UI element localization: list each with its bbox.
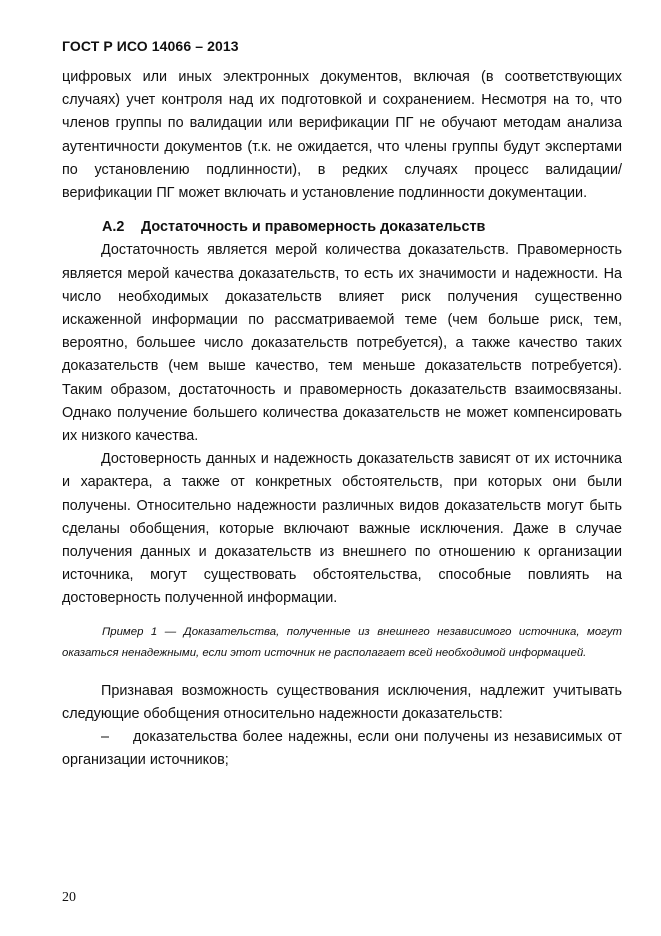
- section-number: А.2: [102, 219, 125, 236]
- example-label: Пример 1 —: [102, 625, 177, 638]
- list-item-text: доказательства более надежны, если они получены из независимых от организации источников;: [62, 729, 622, 769]
- page-number: 20: [62, 890, 76, 905]
- list-item: [62, 726, 622, 772]
- document-body: [62, 66, 622, 772]
- paragraph-continued: цифровых или иных электронных документов, включая (в соответствующих случаях) учет контроля над их подготовкой и сохранением. Несмотря на то, что членов группы по валидации или верификации ПГ не обучают методам анализа аутентичности документов (т.к. не ожидается, что члены группы будут экспертами по установлению подлинности), в редких случаях процесс валидации/верификации ПГ может включать и установление подлинности документации.: [62, 69, 622, 202]
- list-dash: –: [101, 729, 110, 746]
- example-note: [62, 622, 622, 664]
- paragraph-sufficiency: Достаточность является мерой количества доказательств. Правомерность является мерой качества доказательств, то есть их значимости и надежности. На число необходимых доказательств влияет риск получения существенно искаженной информации по рассматриваемой теме (чем больше риск, тем, вероятно, большее число доказательств потребуется), а также качество таких доказательств (чем выше качество, тем меньше доказательств потребуется). Таким образом, достаточность и правомерность доказательств взаимосвязаны. Однако получение большего количества доказательств не может компенсировать их низкого качества.: [62, 242, 622, 445]
- section-title: Достаточность и правомерность доказательств: [141, 219, 486, 236]
- paragraph-reliability: Достоверность данных и надежность доказательств зависят от их источника и характера, а также от конкретных обстоятельств, при которых они были получены. Относительно надежности различных видов доказательств могут быть сделаны обобщения, которые включают важные исключения. Даже в случае получения данных и доказательств из внешнего по отношению к организации источника, могут существовать обстоятельства, способные повлиять на достоверность полученной информации.: [62, 451, 622, 607]
- paragraph-generalizations: Признавая возможность существования исключения, надлежит учитывать следующие обобщения относительно надежности доказательств:: [62, 682, 622, 722]
- section-heading: [62, 216, 622, 239]
- example-text: Доказательства, полученные из внешнего независимого источника, могут оказаться ненадежными, если этот источник не располагает всей необходимой информацией.: [62, 625, 622, 659]
- document-header: ГОСТ Р ИСО 14066 – 2013: [62, 38, 239, 54]
